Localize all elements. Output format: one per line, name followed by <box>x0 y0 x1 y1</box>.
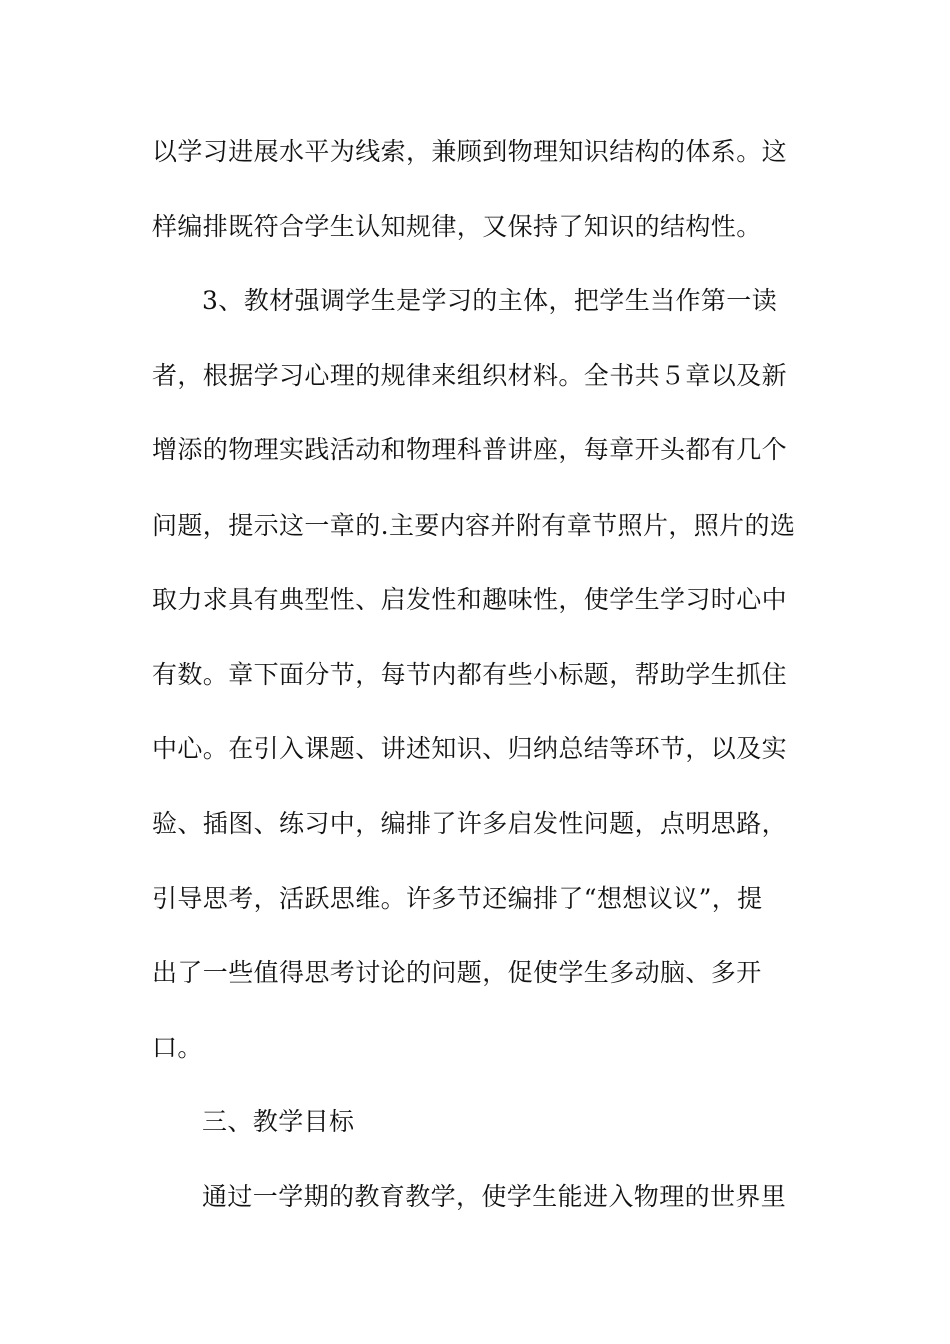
paragraph-line: 增添的物理实践活动和物理科普讲座，每章开头都有几个 <box>152 435 788 464</box>
paragraph-line: 样编排既符合学生认知规律，又保持了知识的结构性。 <box>152 212 762 241</box>
paragraph-line: 取力求具有典型性、启发性和趣味性，使学生学习时心中 <box>152 585 788 614</box>
paragraph-line: 出了一些值得思考讨论的问题，促使学生多动脑、多开 <box>152 958 762 987</box>
paragraph-line: 验、插图、练习中，编排了许多启发性问题，点明思路， <box>152 809 788 838</box>
paragraph-line: 通过一学期的教育教学，使学生能进入物理的世界里 <box>202 1182 787 1211</box>
paragraph-line: 引导思考，活跃思维。许多节还编排了“想想议议”，提 <box>152 884 763 913</box>
paragraph-line: 以学习进展水平为线索，兼顾到物理知识结构的体系。这 <box>152 137 788 166</box>
paragraph-line: 口。 <box>152 1033 203 1062</box>
paragraph-line: 3、教材强调学生是学习的主体，把学生当作第一读 <box>202 286 778 315</box>
section-heading: 三、教学目标 <box>202 1107 355 1136</box>
paragraph-line: 者，根据学习心理的规律来组织材料。全书共５章以及新 <box>152 361 788 390</box>
paragraph-line: 问题，提示这一章的.主要内容并附有章节照片，照片的选 <box>152 511 796 540</box>
paragraph-line: 中心。在引入课题、讲述知识、归纳总结等环节，以及实 <box>152 734 788 763</box>
paragraph-line: 有数。章下面分节，每节内都有些小标题，帮助学生抓住 <box>152 660 788 689</box>
